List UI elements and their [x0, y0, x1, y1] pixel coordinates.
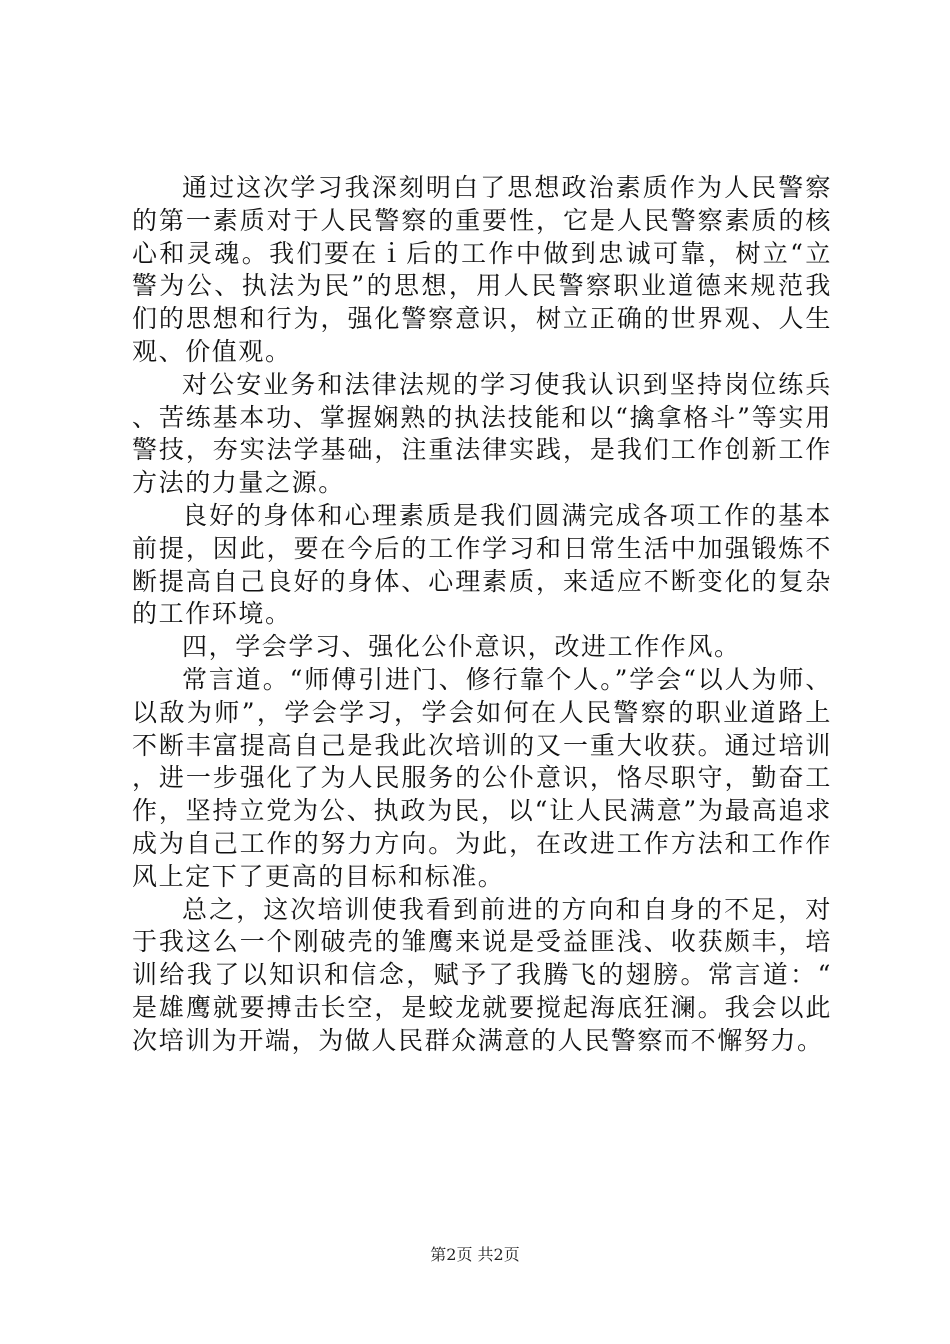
paragraph-political-quality: 通过这次学习我深刻明白了思想政治素质作为人民警察的第一素质对于人民警察的重要性，它是人民警察素质的核心和灵魂。我们要在ｉ后的工作中做到忠诚可靠，树立“立警为公、执法为民”的思想，用人民警察职业道德来规范我们的思想和行为，强化警察意识，树立正确的世界观、人生观、价值观。: [132, 173, 832, 366]
paragraph-law-study: 对公安业务和法律法规的学习使我认识到坚持岗位练兵、苦练基本功、掌握娴熟的执法技能和以“擒拿格斗”等实用警技，夯实法学基础，注重法律实践，是我们工作创新工作方法的力量之源。: [132, 369, 832, 498]
page-number-footer: 第2页 共2页: [430, 1245, 520, 1264]
paragraph-conclusion: 总之，这次培训使我看到前进的方向和自身的不足，对于我这么一个刚破壳的雏鹰来说是受益匪浅、收获颇丰，培训给我了以知识和信念，赋予了我腾飞的翅膀。常言道：“是雄鹰就要搏击长空，是蛟龙就要搅起海底狂澜。我会以此次培训为开端，为做人民群众满意的人民警察而不懈努力。: [132, 894, 832, 1055]
document-body: [132, 172, 832, 1058]
paragraph-learning: 常言道。“师傅引进门、修行靠个人。”学会“以人为师、以敌为师”，学会学习，学会如何在人民警察的职业道路上不断丰富提高自己是我此次培训的又一重大收获。通过培训，进一步强化了为人民服务的公仆意识，恪尽职守，勤奋工作，坚持立党为公、执政为民，以“让人民满意”为最高追求成为自己工作的努力方向。为此，在改进工作方法和工作作风上定下了更高的目标和标准。: [132, 664, 832, 891]
section-heading-four: 四，学会学习、强化公仆意识，改进工作作风。: [182, 632, 741, 662]
paragraph-physical-quality: 良好的身体和心理素质是我们圆满完成各项工作的基本前提，因此，要在今后的工作学习和日常生活中加强锻炼不断提高自己良好的身体、心理素质，来适应不断变化的复杂的工作环境。: [132, 500, 832, 629]
